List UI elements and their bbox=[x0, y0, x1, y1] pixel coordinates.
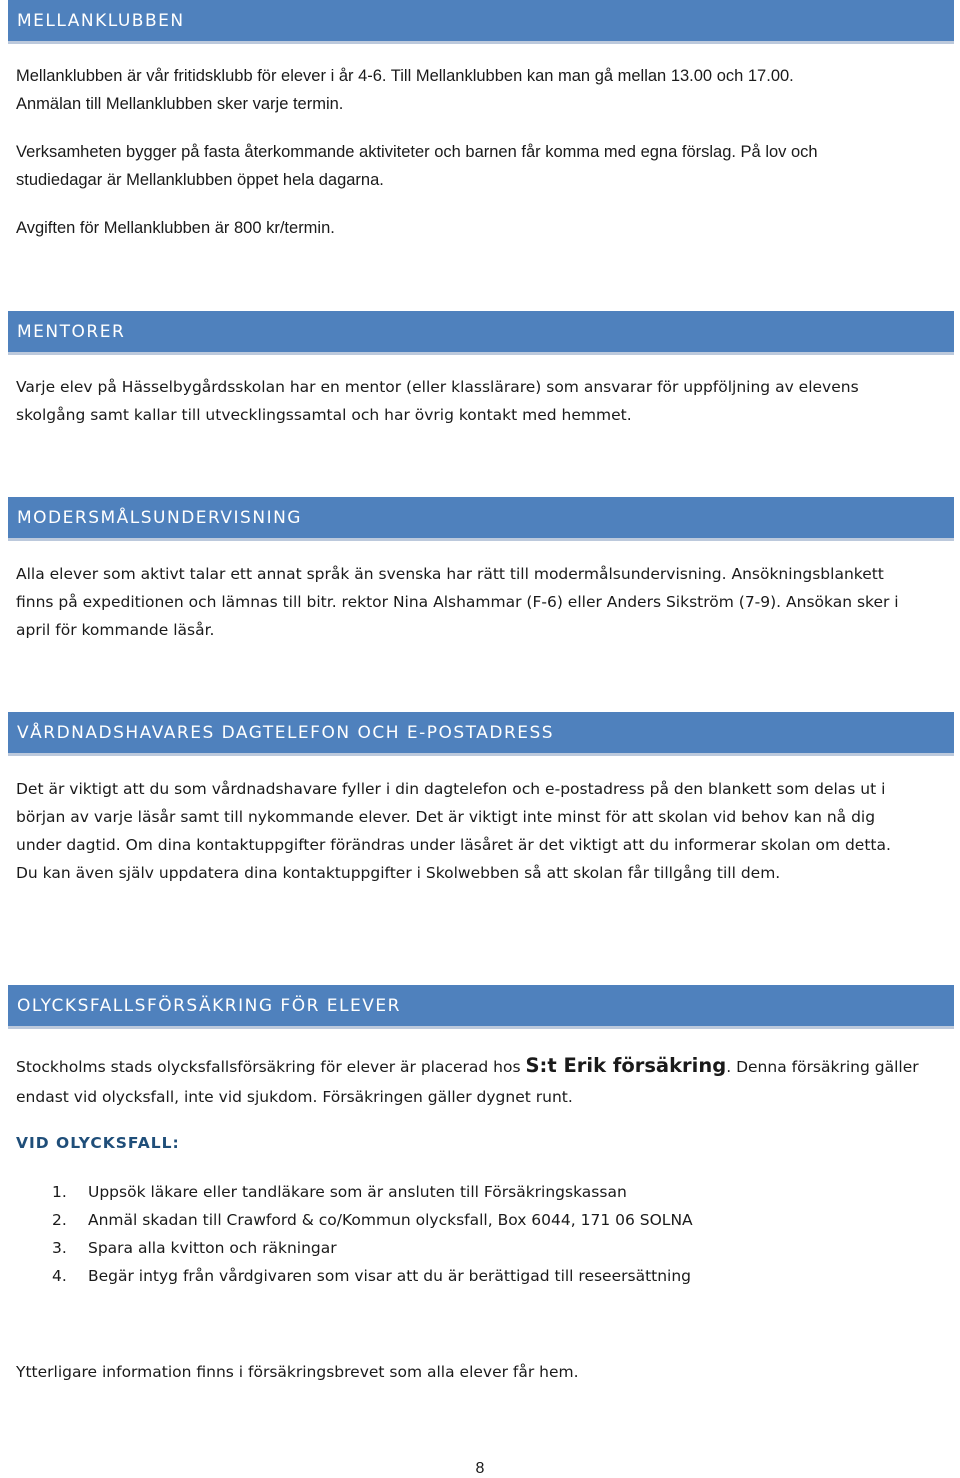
text-segment: . Denna försäkring gäller bbox=[726, 1058, 919, 1076]
text-line: skolgång samt kallar till utvecklingssamtal och har övrig kontakt med hemmet. bbox=[16, 406, 632, 424]
text-line: Varje elev på Hässelbygårdsskolan har en mentor (eller klasslärare) som ansvarar för uppföljning av elevens bbox=[16, 378, 859, 396]
forsakring-paragraph bbox=[16, 1051, 946, 1112]
section-title: OLYCKSFALLSFÖRSÄKRING FÖR ELEVER bbox=[17, 995, 401, 1016]
accident-steps-list bbox=[16, 1178, 693, 1290]
section-title: VÅRDNADSHAVARES DAGTELEFON OCH E-POSTADRESS bbox=[17, 722, 555, 743]
modersmal-paragraph bbox=[16, 560, 946, 644]
list-number: 4. bbox=[52, 1267, 67, 1285]
text-line: april för kommande läsår. bbox=[16, 621, 215, 639]
list-text: Anmäl skadan till Crawford & co/Kommun olycksfall, Box 6044, 171 06 SOLNA bbox=[88, 1211, 693, 1229]
text-line: början av varje läsår samt till nykommande elever. Det är viktigt inte minst för att skolan vid behov kan nå dig bbox=[16, 808, 876, 826]
list-text: Begär intyg från vårdgivaren som visar att du är berättigad till reseersättning bbox=[88, 1267, 692, 1285]
list-number: 2. bbox=[52, 1211, 67, 1229]
section-heading-vardnadshavare bbox=[8, 712, 954, 756]
vardnadshavare-paragraph bbox=[16, 775, 946, 887]
text-line: finns på expeditionen och lämnas till bitr. rektor Nina Alshammar (F-6) eller Anders Sikström (7-9). Ansökan sker i bbox=[16, 593, 899, 611]
mellanklubben-paragraph-1 bbox=[16, 62, 946, 118]
section-heading-mentorer bbox=[8, 311, 954, 355]
list-item bbox=[16, 1262, 693, 1290]
page-number: 8 bbox=[475, 1460, 485, 1477]
section-heading-mellanklubben bbox=[8, 0, 954, 44]
text-line: Det är viktigt att du som vårdnadshavare fyller i din dagtelefon och e-postadress på den blankett som delas ut i bbox=[16, 780, 886, 798]
section-heading-forsakring bbox=[8, 985, 954, 1029]
list-number: 1. bbox=[52, 1183, 67, 1201]
accident-subheading: VID OLYCKSFALL: bbox=[16, 1134, 180, 1152]
list-text: Spara alla kvitton och räkningar bbox=[88, 1239, 337, 1257]
forsakring-footer-note: Ytterligare information finns i försäkringsbrevet som alla elever får hem. bbox=[16, 1363, 579, 1381]
section-title: MODERSMÅLSUNDERVISNING bbox=[17, 507, 302, 528]
list-number: 3. bbox=[52, 1239, 67, 1257]
list-item bbox=[16, 1234, 693, 1262]
text-line: Du kan även själv uppdatera dina kontaktuppgifter i Skolwebben så att skolan får tillgång till dem. bbox=[16, 864, 781, 882]
text-line: under dagtid. Om dina kontaktuppgifter förändras under läsåret är det viktigt att du informerar skolan om detta. bbox=[16, 836, 891, 854]
text-segment: Stockholms stads olycksfallsförsäkring för elever är placerad hos bbox=[16, 1058, 526, 1076]
text-line: Mellanklubben är vår fritidsklubb för elever i år 4-6. Till Mellanklubben kan man gå mellan 13.00 och 17.00. bbox=[16, 67, 794, 85]
mentorer-paragraph bbox=[16, 373, 946, 429]
list-text: Uppsök läkare eller tandläkare som är ansluten till Försäkringskassan bbox=[88, 1183, 627, 1201]
text-line: Alla elever som aktivt talar ett annat språk än svenska har rätt till modermålsundervisning. Ansökningsblankett bbox=[16, 565, 884, 583]
list-item bbox=[16, 1206, 693, 1234]
text-line: Verksamheten bygger på fasta återkommande aktiviteter och barnen får komma med egna förslag. På lov och bbox=[16, 143, 818, 161]
text-line: studiedagar är Mellanklubben öppet hela dagarna. bbox=[16, 171, 384, 189]
text-line: endast vid olycksfall, inte vid sjukdom. Försäkringen gäller dygnet runt. bbox=[16, 1088, 573, 1106]
section-title: MELLANKLUBBEN bbox=[17, 10, 185, 31]
section-heading-modersmal bbox=[8, 497, 954, 541]
mellanklubben-fee: Avgiften för Mellanklubben är 800 kr/termin. bbox=[16, 219, 335, 237]
section-title: MENTORER bbox=[17, 321, 126, 342]
insurer-name: S:t Erik försäkring bbox=[525, 1054, 727, 1077]
text-line: Anmälan till Mellanklubben sker varje termin. bbox=[16, 95, 344, 113]
list-item bbox=[16, 1178, 693, 1206]
mellanklubben-paragraph-2 bbox=[16, 138, 946, 194]
